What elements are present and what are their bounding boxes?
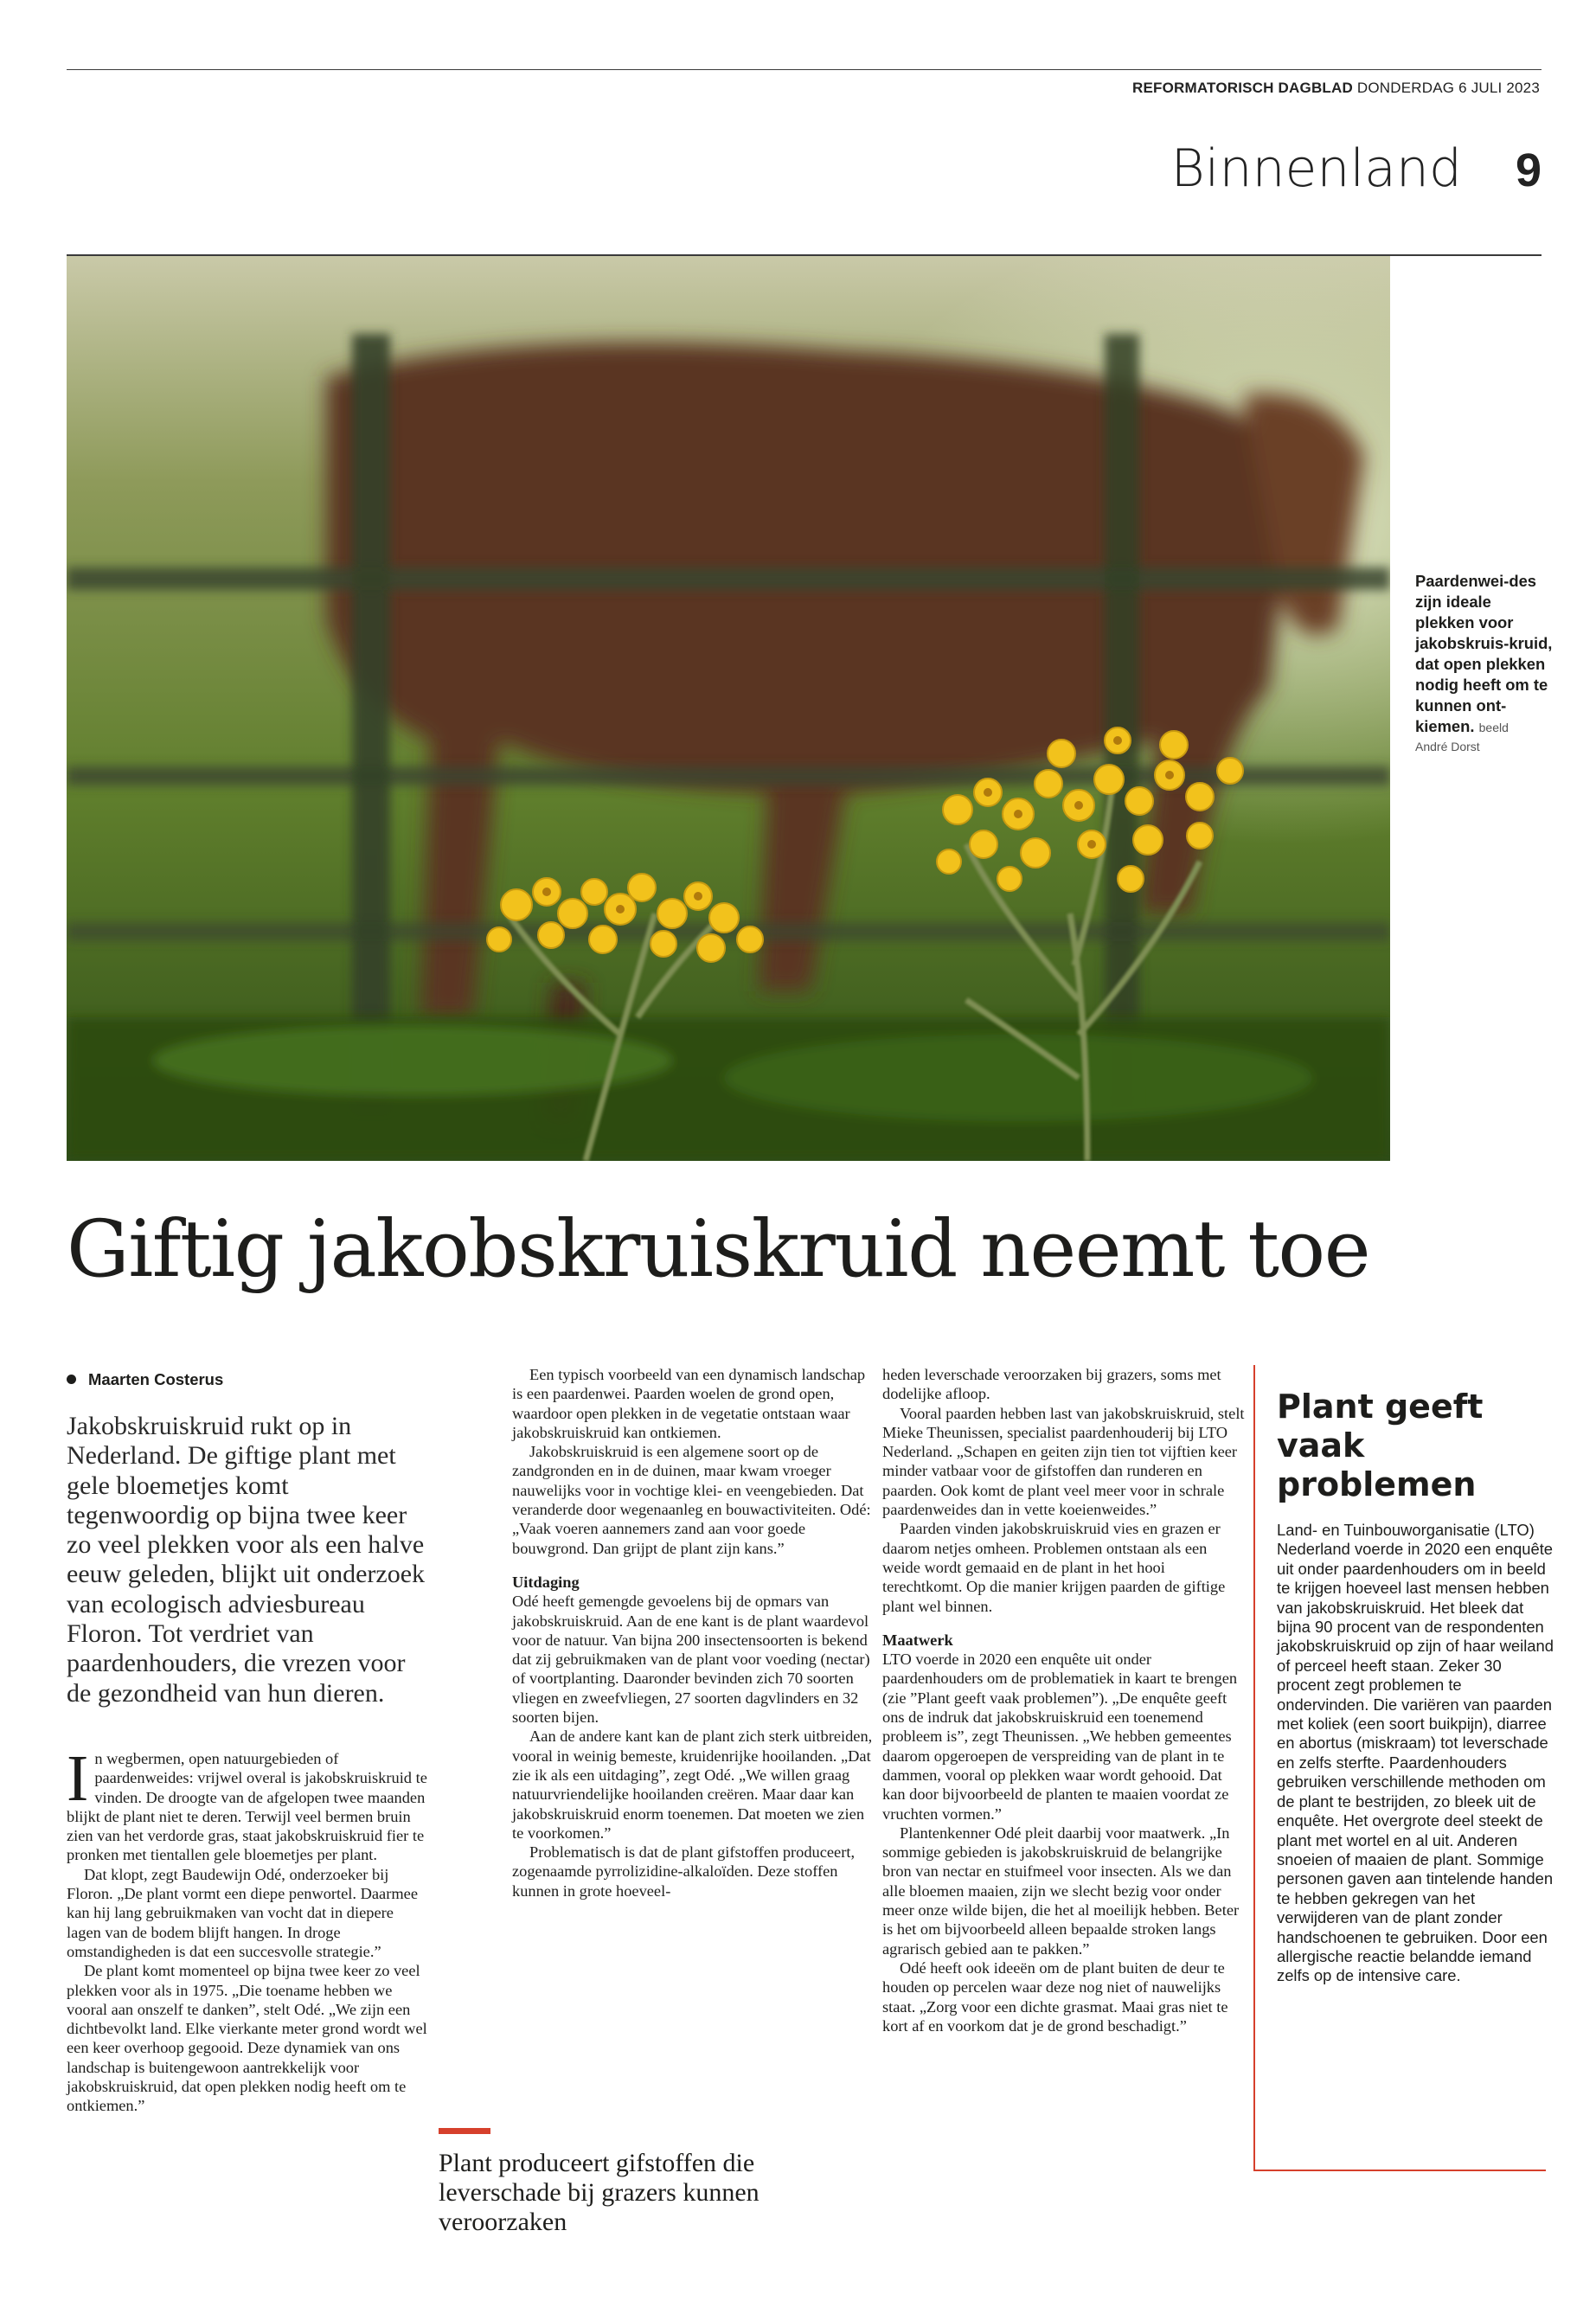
headline: Giftig jakobskruiskruid neemt toe	[67, 1204, 1370, 1295]
pullquote-bar	[439, 2128, 490, 2134]
sidebar-body: Land- en Tuinbouworganisatie (LTO) Nederland voerde in 2020 een enquête uit onder paardenhouders om in beeld te krijgen hoeveel last mensen hebben van jakobskruiskruid. Het bleek dat bijna 90 procent van de respondenten jakobskruiskruid op zijn of haar weiland of perceel heeft staan. Zeker 30 procent zegt problemen te ondervinden. Die variëren van paarden met koliek (een soort buikpijn), diarree en abortus (miskraam) tot leverschade en zelfs sterfte. Paardenhouders gebruiken verschillende methoden om de plant te bestrijden, zo bleek uit de enquête. Het overgrote deel steekt de plant met wortel en al uit. Anderen snoeien of maaien de plant. Sommige personen gaven aan tintelende handen te hebben gekregen van het verwijderen van de plant zonder handschoenen te gebruiken. Door een allergische reactie belandde iemand zelfs op de intensive care.	[1277, 1521, 1554, 1985]
article-column-1	[67, 1742, 430, 2116]
paragraph: Aan de andere kant kan de plant zich sterk uitbreiden, vooral in weinig bemeste, kruidenrijke hooilanden. „Dat zie ik als een uitdaging”, zegt Odé. „We willen graag natuurvriendelijke hooilanden creëren. Maar daar kan jakobskruiskruid enorm toenemen. Dat moeten we zien te voorkomen.”	[512, 1727, 873, 1842]
masthead	[952, 80, 1540, 97]
photo-illustration	[67, 256, 1390, 1161]
article-column-2	[512, 1365, 875, 1900]
article-photo	[67, 256, 1390, 1161]
paragraph: Een typisch voorbeeld van een dynamisch landschap is een paardenwei. Paarden woelen de grond open, waardoor open plekken in de vegetatie ontstaan waar jakobskruiskruid kan ontkiemen.	[512, 1366, 866, 1441]
top-rule	[67, 69, 1542, 70]
paragraph: De plant komt momenteel op bijna twee keer zo veel plekken voor als in 1975. „Die toename hebben we vooral aan onszelf te danken”, stelt Odé. „We zijn een dichtbevolkt land. Elke vierkante meter grond wordt wel een keer overhoop gegooid. Deze dynamiek van ons landschap is buitengewoon aantrekkelijk voor jakobskruiskruid, dat open plekken nodig heeft om te ontkiemen.”	[67, 1962, 427, 2115]
intro-paragraph: Jakobskruiskruid rukt op in Nederland. De giftige plant met gele bloemetjes komt tegenwoordig op bijna twee keer zo veel plekken voor als een halve eeuw geleden, blijkt uit onderzoek van ecologisch adviesbureau Floron. Tot verdriet van paardenhouders, die vrezen voor de gezondheid van hun dieren.	[67, 1412, 426, 1708]
subheading: Maatwerk	[882, 1631, 953, 1649]
photo-caption	[1415, 571, 1554, 755]
subheading: Uitdaging	[512, 1573, 580, 1591]
paragraph: LTO voerde in 2020 een enquête uit onder paardenhouders om de problematiek in kaart te brengen (zie ”Plant geeft vaak problemen”). „De enquête geeft ons de indruk dat jakobskruiskruid een toenemend probleem is”, zegt Theunissen. „We hebben gemeentes daarom opgeroepen de verspreiding van de plant in te dammen, vooral op plekken waar wordt gehooid. Dat kan door bijvoorbeeld de planten te maaien voordat ze vruchten vormen.”	[882, 1650, 1238, 1823]
paragraph: Plantenkenner Odé pleit daarbij voor maatwerk. „In sommige gebieden is jakobskruiskruid de belangrijke bron van nectar en stuifmeel voor insecten. Als we dan alle bloemen maaien, zijn we slecht bezig voor onder meer onze wilde bijen, die het al moeilijk hebben. Beter is het om bijvoorbeeld alleen bepaalde stroken langs agrarisch gebied aan te pakken.”	[882, 1823, 1240, 1958]
caption-credit-name: André Dorst	[1415, 740, 1480, 753]
page-number: 9	[1515, 144, 1542, 196]
paragraph-text: n wegbermen, open natuurgebieden of paardenweides: vrijwel overal is jakobskruiskruid te vinden. De droogte van de afgelopen twee maanden blijkt de plant niet te deren. Terwijl veel bermen bruin zien van het verdorde gras, staat jakobskruiskruid fier te pronken met tientallen gele bloemetjes per plant.	[67, 1750, 427, 1864]
section-title: Binnenland	[1170, 138, 1462, 199]
paragraph: Problematisch is dat de plant gifstoffen produceert, zogenaamde pyrrolizidine-alkaloïden. Deze stoffen kunnen in grote hoeveel-	[512, 1843, 856, 1900]
caption-credit-label: beeld	[1478, 721, 1509, 734]
paragraph: Dat klopt, zegt Baudewijn Odé, onderzoeker bij Floron. „De plant vormt een diepe penwortel. Daarmee kan hij lang gebruikmaken van vocht dat in diepere lagen van de bodem blijft hangen. In droge omstandigheden is dat een succesvolle strategie.”	[67, 1865, 418, 1960]
paragraph: heden leverschade veroorzaken bij grazers, soms met dodelijke afloop.	[882, 1366, 1221, 1403]
paragraph: Paarden vinden jakobskruiskruid vies en grazen er daarom netjes omheen. Problemen ontstaan als een weide wordt gemaaid en de plant in het hooi terechtkomt. Op die manier krijgen paarden de giftige plant wel binnen.	[882, 1520, 1226, 1615]
paragraph: Odé heeft ook ideeën om de plant buiten de deur te houden op percelen waar deze nog niet of nauwelijks staat. „Zorg voor een dichte grasmat. Maai gras niet te kort af en voorkom dat je de grond beschadigt.”	[882, 1958, 1228, 2035]
caption-text: Paardenwei-des zijn ideale plekken voor jakobskruis-kruid, dat open plekken nodig heeft om te kunnen ont-kiemen.	[1415, 572, 1553, 735]
masthead-paper: REFORMATORISCH DAGBLAD	[1131, 80, 1353, 96]
bullet-icon	[67, 1375, 76, 1384]
paragraph	[67, 1742, 430, 1865]
paragraph: Vooral paarden hebben last van jakobskruiskruid, stelt Mieke Theunissen, specialist paardenhouderij bij LTO Nederland. „Schapen en geiten zijn tien tot vijftien keer minder vatbaar voor de gifstoffen dan runderen en paarden. Ook komt de plant veel meer voor in schrale paardenweides dan in vette koeienweides.”	[882, 1404, 1245, 1519]
byline	[67, 1370, 223, 1389]
paragraph: Jakobskruiskruid is een algemene soort op de zandgronden en in de duinen, maar kwam vroeger nauwelijks voor in vochtige klei- en veengebieden. Dat veranderde door wegenaanleg en bouwactiviteiten. Odé: „Vaak voeren aannemers zand aan voor goede bouwgrond. Dan grijpt de plant zijn kans.”	[512, 1443, 871, 1557]
sidebar-title: Plant geeft vaak problemen	[1277, 1388, 1484, 1503]
article-column-3	[882, 1365, 1246, 2035]
drop-cap: I	[67, 1742, 89, 1815]
paragraph: Odé heeft gemengde gevoelens bij de opmars van jakobskruiskruid. Aan de ene kant is de plant waardevol voor de natuur. Van bijna 200 insectensoorten is bekend dat zij gebruikmaken van de plant voor voeding (nectar) of voortplanting. Daaronder bevinden zich 70 soorten vliegen en zweefvliegen, 27 soorten dagvlinders en 32 soorten bijen.	[512, 1593, 870, 1727]
masthead-date: DONDERDAG 6 JULI 2023	[1356, 80, 1540, 96]
pullquote: Plant produceert gifstoffen die leverschade bij grazers kunnen veroorzaken	[439, 2149, 760, 2236]
byline-author: Maarten Costerus	[88, 1370, 224, 1388]
